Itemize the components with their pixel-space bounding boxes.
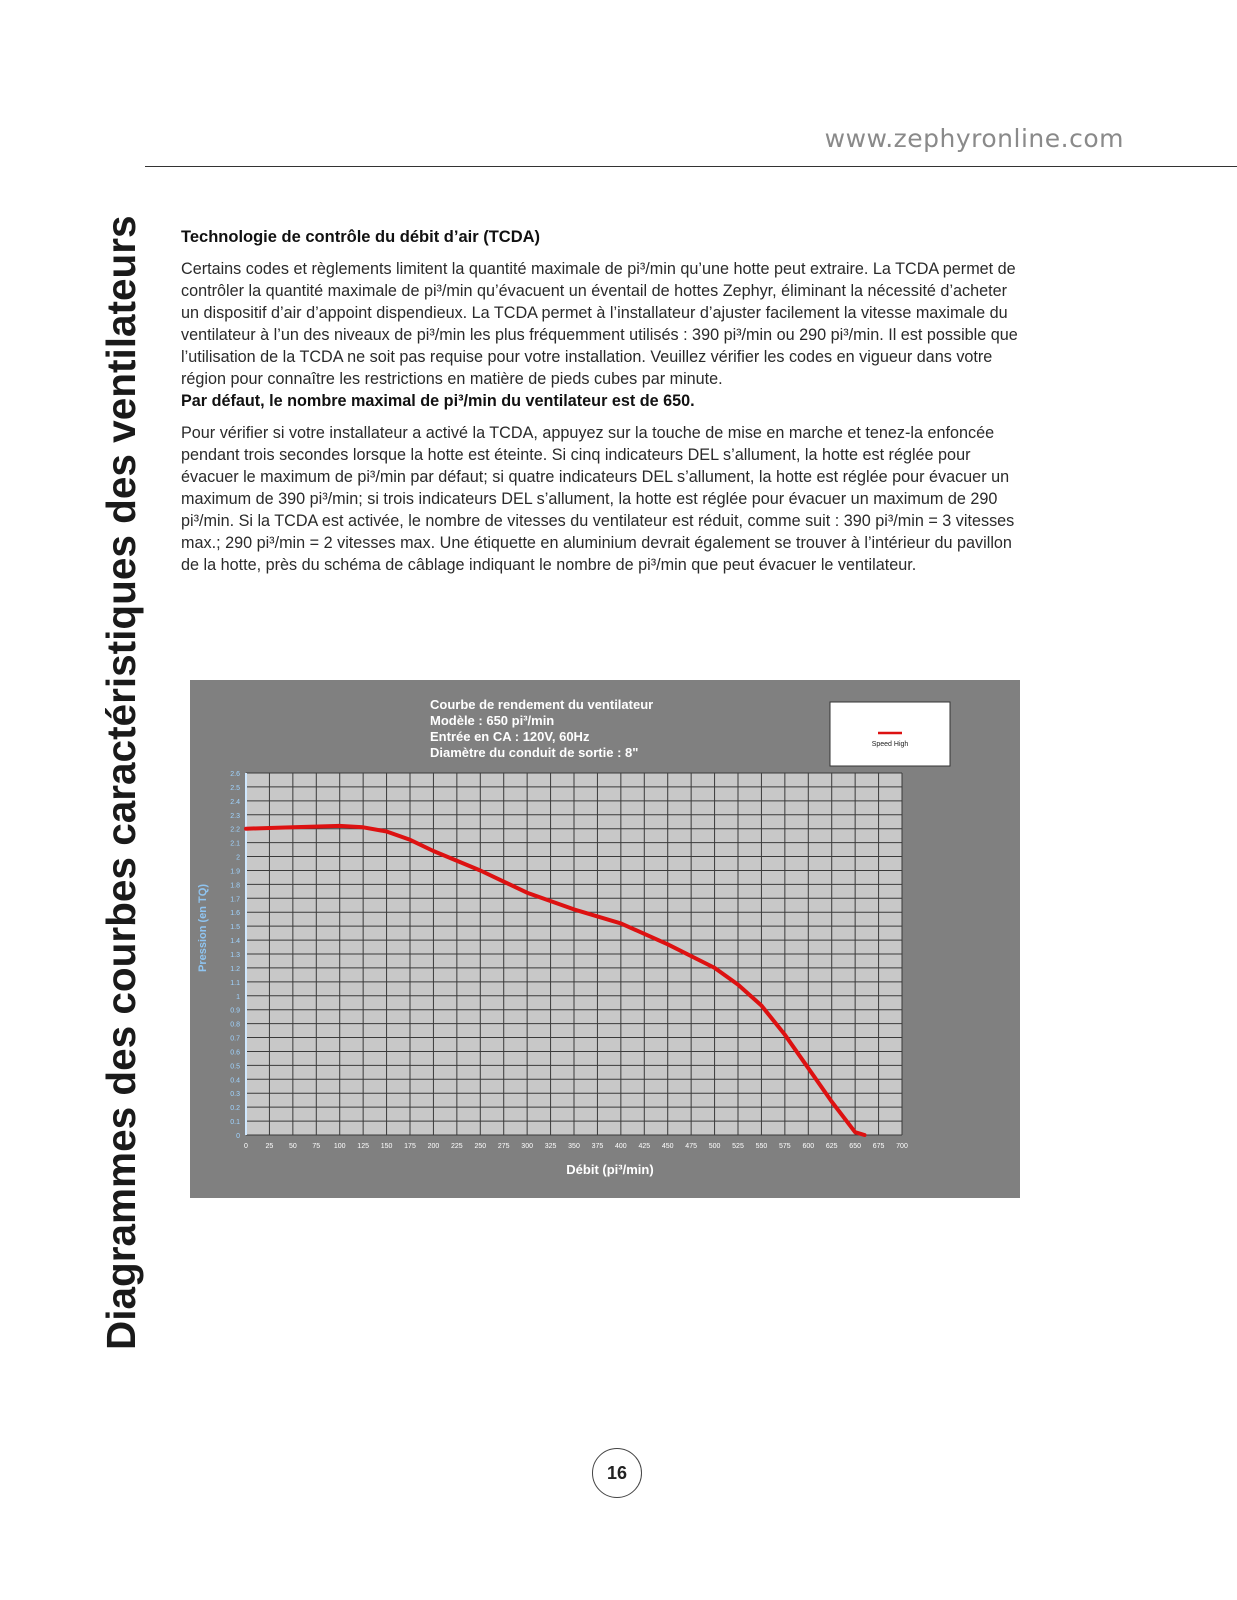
y-tick-label: 0.2 [230,1105,240,1113]
y-tick-label: 0 [236,1133,240,1140]
x-tick-label: 700 [896,1143,908,1150]
chart-title-line: Courbe de rendement du ventilateur [430,697,654,712]
y-tick-label: 1.1 [230,979,240,987]
chart-title-line: Modèle : 650 pi³/min [430,713,555,728]
y-tick-label: 1.6 [230,910,240,918]
x-tick-label: 325 [544,1143,557,1150]
fan-performance-chart [190,680,1020,1198]
x-tick-label: 300 [521,1143,533,1150]
y-tick-label: 1.7 [230,896,240,904]
paragraph-intro: Certains codes et règlements limitent la quantité maximale de pi³/min qu’une hotte peut extraire. La TCDA permet de contrôler la quantité maximale de pi³/min qu’évacuent un éventail de hottes Zephyr, éliminant la nécessité d’acheter un dispositif d’air d’appoint dispendieux. La TCDA permet à l’installateur d’ajuster facilement la vitesse maximale du ventilateur à l’un des niveaux de pi³/min les plus fréquemment utilisés : 390 pi³/min ou 290 pi³/min. Il est possible que l’utilisation de la TCDA ne soit pas requise pour votre installation. Veuillez vérifier les codes en vigueur dans votre région pour connaître les restrictions en matière de pieds cubes par minute. [181,260,1018,388]
y-tick-label: 0.4 [230,1077,240,1085]
section-heading: Technologie de contrôle du débit d’air (TCDA) [181,228,541,246]
y-tick-label: 0.1 [230,1119,240,1127]
x-tick-label: 350 [568,1143,580,1150]
legend-label: Speed High [871,741,909,748]
paragraph-verification: Pour vérifier si votre installateur a activé la TCDA, appuyez sur la touche de mise en marche et tenez-la enfoncée pendant trois secondes lorsque la hotte est éteinte. Si cinq indicateurs DEL s’allument, la hotte est réglée pour évacuer le maximum de pi³/min par défaut; si quatre indicateurs DEL s’allument, la hotte est réglée pour évacuer un maximum de 390 pi³/min; si trois indicateurs DEL s’allument, la hotte est réglée pour évacuer un maximum de 290 pi³/min. Si la TCDA est activée, le nombre de vitesses du ventilateur est réduit, comme suit : 390 pi³/min = 3 vitesses max.; 290 pi³/min = 2 vitesses max. Une étiquette en aluminium devrait également se trouver à l’intérieur du pavillon de la hotte, près du schéma de câblage indiquant le nombre de pi³/min que peut évacuer le ventilateur. [181,424,1015,574]
chart-title-line: Entrée en CA : 120V, 60Hz [430,729,590,744]
x-tick-label: 175 [404,1143,416,1150]
y-tick-label: 0.9 [230,1007,240,1015]
x-tick-label: 450 [661,1143,674,1150]
y-tick-label: 1.3 [230,952,240,959]
x-tick-label: 225 [451,1143,463,1150]
x-tick-label: 500 [708,1143,721,1150]
x-tick-label: 600 [802,1143,815,1150]
y-tick-label: 1.5 [230,924,240,932]
y-tick-label: 1.9 [230,868,240,876]
x-tick-label: 525 [732,1143,744,1150]
y-tick-label: 0.7 [230,1035,240,1043]
x-tick-label: 100 [333,1143,346,1150]
y-tick-label: 0.8 [230,1021,240,1029]
x-tick-label: 425 [638,1143,651,1150]
x-tick-label: 50 [288,1143,297,1150]
x-tick-label: 375 [591,1143,604,1150]
page-number: 16 [592,1448,642,1498]
x-tick-label: 675 [872,1143,885,1150]
x-tick-label: 575 [779,1143,791,1150]
x-tick-label: 400 [615,1143,627,1150]
y-tick-label: 0.5 [230,1063,240,1071]
chart-title-line: Diamètre du conduit de sortie : 8" [430,745,639,760]
y-tick-label: 2.3 [230,812,240,820]
x-tick-label: 75 [312,1143,321,1150]
y-tick-label: 1.8 [230,882,240,890]
y-tick-label: 1 [236,993,240,1001]
x-tick-label: 250 [474,1143,487,1150]
y-tick-label: 2.6 [230,771,240,778]
y-tick-label: 0.3 [230,1091,240,1099]
y-tick-label: 1.4 [230,938,240,946]
chart-legend [830,702,950,766]
y-axis-label: Pression (en TQ) [197,883,209,973]
x-tick-label: 125 [357,1143,369,1150]
x-tick-label: 25 [265,1143,274,1150]
website-url[interactable]: www.zephyronline.com [824,124,1124,153]
side-title: Diagrammes des courbes caractéristiques des ventilateurs [98,215,144,1350]
x-axis-ticks [244,1143,908,1150]
header-rule [145,166,1237,167]
x-tick-label: 625 [825,1143,838,1150]
x-tick-label: 275 [497,1143,510,1150]
y-tick-label: 2.5 [230,784,240,792]
y-tick-label: 1.2 [230,965,240,973]
y-tick-label: 2.4 [230,798,240,806]
default-cfm-note: Par défaut, le nombre maximal de pi³/min du ventilateur est de 650. [181,392,695,410]
y-tick-label: 2.2 [230,826,240,834]
x-tick-label: 650 [849,1143,861,1150]
main-content [181,226,1021,576]
x-tick-label: 200 [427,1143,440,1150]
y-tick-label: 2.1 [230,840,240,848]
x-tick-label: 550 [755,1143,768,1150]
y-tick-label: 0.6 [230,1049,240,1057]
y-tick-label: 2 [236,854,240,862]
x-tick-label: 0 [244,1143,248,1150]
x-tick-label: 150 [380,1143,393,1150]
x-tick-label: 475 [685,1143,697,1150]
x-axis-label: Débit (pi³/min) [566,1162,654,1177]
